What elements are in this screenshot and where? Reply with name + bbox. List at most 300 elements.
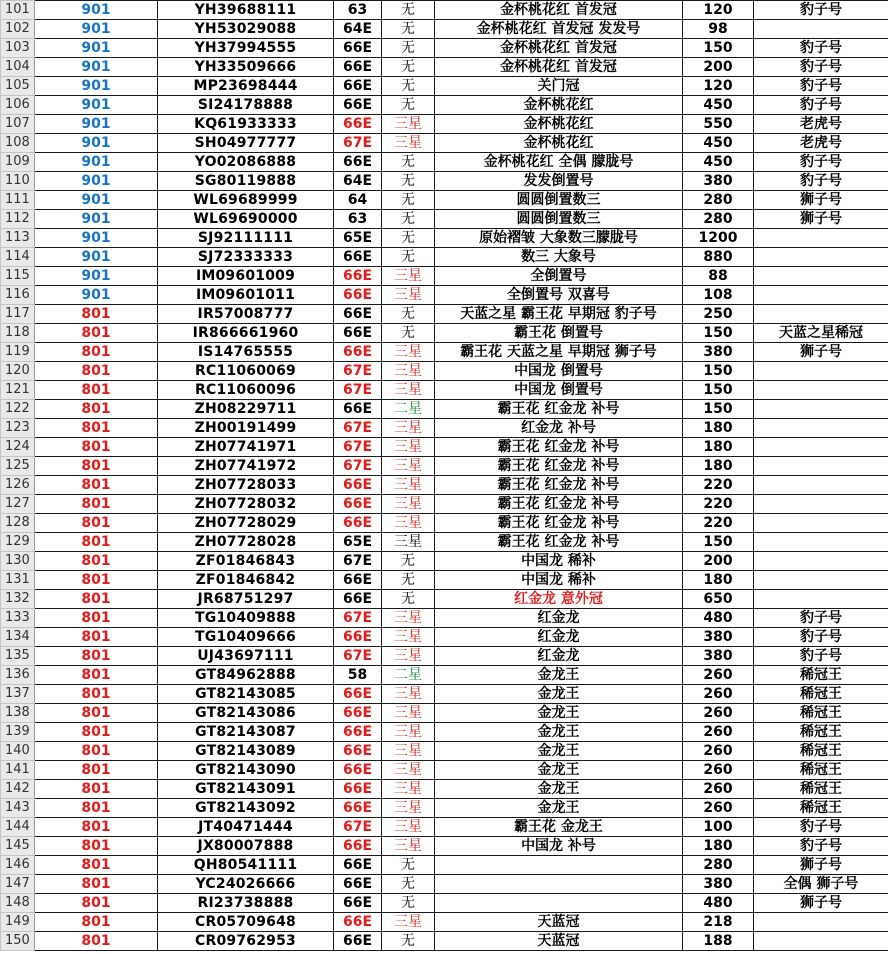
series-cell[interactable]: 801 [35,913,158,932]
code-cell[interactable]: 66E [334,476,382,495]
description-cell[interactable]: 霸王花 红金龙 补号 [435,457,683,476]
star-cell[interactable]: 三星 [382,457,435,476]
series-cell[interactable]: 901 [35,172,158,191]
series-cell[interactable]: 901 [35,96,158,115]
row-number[interactable]: 112 [1,210,35,229]
serial-cell[interactable]: QH80541111 [158,856,334,875]
description-cell[interactable]: 红金龙 [435,609,683,628]
star-cell[interactable]: 三星 [382,723,435,742]
serial-cell[interactable]: ZF01846843 [158,552,334,571]
description-cell[interactable]: 金杯桃花红 全偶 朦胧号 [435,153,683,172]
code-cell[interactable]: 66E [334,514,382,533]
description-cell[interactable]: 金龙王 [435,685,683,704]
serial-cell[interactable]: ZH07728029 [158,514,334,533]
remark-cell[interactable]: 稀冠王 [754,742,888,761]
price-cell[interactable]: 380 [683,343,754,362]
remark-cell[interactable] [754,286,888,305]
description-cell[interactable]: 全倒置号 双喜号 [435,286,683,305]
code-cell[interactable]: 67E [334,438,382,457]
price-cell[interactable]: 280 [683,210,754,229]
remark-cell[interactable] [754,590,888,609]
price-cell[interactable]: 650 [683,590,754,609]
series-cell[interactable]: 801 [35,894,158,913]
star-cell[interactable]: 三星 [382,362,435,381]
serial-cell[interactable]: GT82143092 [158,799,334,818]
star-cell[interactable]: 三星 [382,514,435,533]
code-cell[interactable]: 63 [334,1,382,20]
series-cell[interactable]: 901 [35,248,158,267]
series-cell[interactable]: 801 [35,362,158,381]
row-number[interactable]: 115 [1,267,35,286]
series-cell[interactable]: 801 [35,856,158,875]
price-cell[interactable]: 260 [683,666,754,685]
series-cell[interactable]: 901 [35,39,158,58]
star-cell[interactable]: 三星 [382,685,435,704]
serial-cell[interactable]: IR57008777 [158,305,334,324]
serial-cell[interactable]: ZH00191499 [158,419,334,438]
serial-cell[interactable]: CR05709648 [158,913,334,932]
remark-cell[interactable] [754,438,888,457]
code-cell[interactable]: 66E [334,495,382,514]
series-cell[interactable]: 801 [35,400,158,419]
description-cell[interactable]: 发发倒置号 [435,172,683,191]
serial-cell[interactable]: UJ43697111 [158,647,334,666]
serial-cell[interactable]: ZH07728028 [158,533,334,552]
description-cell[interactable]: 中国龙 倒置号 [435,362,683,381]
row-number[interactable]: 133 [1,609,35,628]
code-cell[interactable]: 64E [334,172,382,191]
star-cell[interactable]: 无 [382,210,435,229]
code-cell[interactable]: 66E [334,685,382,704]
description-cell[interactable] [435,894,683,913]
code-cell[interactable]: 66E [334,780,382,799]
star-cell[interactable]: 三星 [382,799,435,818]
description-cell[interactable]: 原始褶皱 大象数三朦胧号 [435,229,683,248]
code-cell[interactable]: 66E [334,153,382,172]
serial-cell[interactable]: SI24178888 [158,96,334,115]
remark-cell[interactable]: 狮子号 [754,856,888,875]
serial-cell[interactable]: GT82143085 [158,685,334,704]
series-cell[interactable]: 801 [35,666,158,685]
star-cell[interactable]: 无 [382,172,435,191]
series-cell[interactable]: 801 [35,381,158,400]
row-number[interactable]: 109 [1,153,35,172]
star-cell[interactable]: 三星 [382,780,435,799]
star-cell[interactable]: 无 [382,1,435,20]
price-cell[interactable]: 280 [683,191,754,210]
row-number[interactable]: 147 [1,875,35,894]
remark-cell[interactable] [754,457,888,476]
description-cell[interactable]: 数三 大象号 [435,248,683,267]
remark-cell[interactable]: 稀冠王 [754,799,888,818]
remark-cell[interactable]: 全偶 狮子号 [754,875,888,894]
code-cell[interactable]: 66E [334,248,382,267]
price-cell[interactable]: 450 [683,96,754,115]
description-cell[interactable]: 金龙王 [435,666,683,685]
row-number[interactable]: 117 [1,305,35,324]
serial-cell[interactable]: RC11060069 [158,362,334,381]
remark-cell[interactable] [754,913,888,932]
row-number[interactable]: 102 [1,20,35,39]
row-number[interactable]: 148 [1,894,35,913]
serial-cell[interactable]: YC24026666 [158,875,334,894]
code-cell[interactable]: 64E [334,20,382,39]
remark-cell[interactable]: 豹子号 [754,628,888,647]
row-number[interactable]: 107 [1,115,35,134]
code-cell[interactable]: 66E [334,96,382,115]
star-cell[interactable]: 三星 [382,628,435,647]
star-cell[interactable]: 无 [382,77,435,96]
row-number[interactable]: 106 [1,96,35,115]
code-cell[interactable]: 66E [334,628,382,647]
serial-cell[interactable]: RI23738888 [158,894,334,913]
price-cell[interactable]: 260 [683,704,754,723]
code-cell[interactable]: 66E [334,571,382,590]
price-cell[interactable]: 250 [683,305,754,324]
remark-cell[interactable]: 稀冠王 [754,780,888,799]
series-cell[interactable]: 901 [35,58,158,77]
code-cell[interactable]: 65E [334,229,382,248]
description-cell[interactable]: 霸王花 倒置号 [435,324,683,343]
series-cell[interactable]: 801 [35,324,158,343]
star-cell[interactable]: 无 [382,894,435,913]
row-number[interactable]: 131 [1,571,35,590]
series-cell[interactable]: 901 [35,1,158,20]
code-cell[interactable]: 66E [334,913,382,932]
code-cell[interactable]: 66E [334,58,382,77]
series-cell[interactable]: 801 [35,723,158,742]
series-cell[interactable]: 801 [35,647,158,666]
remark-cell[interactable]: 天蓝之星稀冠 [754,324,888,343]
code-cell[interactable]: 63 [334,210,382,229]
remark-cell[interactable] [754,248,888,267]
description-cell[interactable]: 金龙王 [435,780,683,799]
price-cell[interactable]: 260 [683,780,754,799]
row-number[interactable]: 144 [1,818,35,837]
price-cell[interactable]: 180 [683,457,754,476]
price-cell[interactable]: 150 [683,533,754,552]
remark-cell[interactable]: 狮子号 [754,191,888,210]
code-cell[interactable]: 66E [334,590,382,609]
code-cell[interactable]: 66E [334,305,382,324]
price-cell[interactable]: 480 [683,609,754,628]
row-number[interactable]: 146 [1,856,35,875]
description-cell[interactable]: 红金龙 [435,647,683,666]
remark-cell[interactable] [754,305,888,324]
series-cell[interactable]: 801 [35,419,158,438]
description-cell[interactable]: 中国龙 稀补 [435,571,683,590]
description-cell[interactable]: 霸王花 红金龙 补号 [435,514,683,533]
row-number[interactable]: 143 [1,799,35,818]
serial-cell[interactable]: YH53029088 [158,20,334,39]
row-number[interactable]: 137 [1,685,35,704]
description-cell[interactable]: 红金龙 意外冠 [435,590,683,609]
serial-cell[interactable]: GT84962888 [158,666,334,685]
star-cell[interactable]: 无 [382,875,435,894]
series-cell[interactable]: 801 [35,761,158,780]
row-number[interactable]: 101 [1,1,35,20]
star-cell[interactable]: 三星 [382,533,435,552]
description-cell[interactable]: 中国龙 补号 [435,837,683,856]
price-cell[interactable]: 220 [683,476,754,495]
star-cell[interactable]: 二星 [382,400,435,419]
price-cell[interactable]: 380 [683,628,754,647]
row-number[interactable]: 136 [1,666,35,685]
code-cell[interactable]: 64 [334,191,382,210]
star-cell[interactable]: 三星 [382,267,435,286]
description-cell[interactable]: 金龙王 [435,723,683,742]
code-cell[interactable]: 67E [334,818,382,837]
remark-cell[interactable] [754,419,888,438]
remark-cell[interactable]: 豹子号 [754,153,888,172]
code-cell[interactable]: 66E [334,77,382,96]
remark-cell[interactable]: 豹子号 [754,1,888,20]
price-cell[interactable]: 180 [683,438,754,457]
code-cell[interactable]: 67E [334,647,382,666]
serial-cell[interactable]: GT82143091 [158,780,334,799]
price-cell[interactable]: 280 [683,856,754,875]
serial-cell[interactable]: ZH07728032 [158,495,334,514]
price-cell[interactable]: 100 [683,818,754,837]
price-cell[interactable]: 450 [683,153,754,172]
code-cell[interactable]: 66E [334,761,382,780]
remark-cell[interactable] [754,932,888,951]
code-cell[interactable]: 67E [334,609,382,628]
series-cell[interactable]: 801 [35,742,158,761]
code-cell[interactable]: 66E [334,837,382,856]
star-cell[interactable]: 无 [382,856,435,875]
row-number[interactable]: 114 [1,248,35,267]
price-cell[interactable]: 260 [683,761,754,780]
serial-cell[interactable]: SJ72333333 [158,248,334,267]
remark-cell[interactable]: 狮子号 [754,894,888,913]
row-number[interactable]: 120 [1,362,35,381]
remark-cell[interactable] [754,571,888,590]
star-cell[interactable]: 无 [382,590,435,609]
remark-cell[interactable] [754,514,888,533]
row-number[interactable]: 134 [1,628,35,647]
row-number[interactable]: 138 [1,704,35,723]
price-cell[interactable]: 150 [683,381,754,400]
star-cell[interactable]: 三星 [382,476,435,495]
star-cell[interactable]: 三星 [382,704,435,723]
code-cell[interactable]: 66E [334,324,382,343]
description-cell[interactable]: 霸王花 金龙王 [435,818,683,837]
code-cell[interactable]: 67E [334,457,382,476]
price-cell[interactable]: 480 [683,894,754,913]
series-cell[interactable]: 801 [35,837,158,856]
remark-cell[interactable] [754,229,888,248]
series-cell[interactable]: 801 [35,438,158,457]
row-number[interactable]: 141 [1,761,35,780]
remark-cell[interactable] [754,267,888,286]
serial-cell[interactable]: IM09601011 [158,286,334,305]
row-number[interactable]: 121 [1,381,35,400]
code-cell[interactable]: 67E [334,419,382,438]
price-cell[interactable]: 220 [683,495,754,514]
code-cell[interactable]: 66E [334,267,382,286]
remark-cell[interactable]: 稀冠王 [754,666,888,685]
series-cell[interactable]: 801 [35,932,158,951]
serial-cell[interactable]: ZH08229711 [158,400,334,419]
serial-cell[interactable]: YO02086888 [158,153,334,172]
description-cell[interactable]: 金杯桃花红 首发冠 [435,39,683,58]
description-cell[interactable]: 金杯桃花红 [435,115,683,134]
series-cell[interactable]: 801 [35,571,158,590]
star-cell[interactable]: 无 [382,571,435,590]
star-cell[interactable]: 三星 [382,742,435,761]
star-cell[interactable]: 三星 [382,913,435,932]
row-number[interactable]: 104 [1,58,35,77]
description-cell[interactable]: 霸王花 红金龙 补号 [435,476,683,495]
serial-cell[interactable]: SH04977777 [158,134,334,153]
star-cell[interactable]: 三星 [382,495,435,514]
series-cell[interactable]: 901 [35,191,158,210]
star-cell[interactable]: 三星 [382,438,435,457]
price-cell[interactable]: 120 [683,1,754,20]
row-number[interactable]: 149 [1,913,35,932]
price-cell[interactable]: 550 [683,115,754,134]
row-number[interactable]: 119 [1,343,35,362]
remark-cell[interactable]: 狮子号 [754,343,888,362]
series-cell[interactable]: 901 [35,286,158,305]
star-cell[interactable]: 无 [382,552,435,571]
description-cell[interactable]: 金杯桃花红 [435,96,683,115]
description-cell[interactable]: 霸王花 红金龙 补号 [435,438,683,457]
code-cell[interactable]: 66E [334,894,382,913]
serial-cell[interactable]: TG10409888 [158,609,334,628]
price-cell[interactable]: 380 [683,875,754,894]
description-cell[interactable]: 中国龙 倒置号 [435,381,683,400]
price-cell[interactable]: 88 [683,267,754,286]
star-cell[interactable]: 三星 [382,115,435,134]
remark-cell[interactable]: 豹子号 [754,96,888,115]
serial-cell[interactable]: GT82143089 [158,742,334,761]
series-cell[interactable]: 801 [35,495,158,514]
serial-cell[interactable]: YH37994555 [158,39,334,58]
description-cell[interactable]: 金龙王 [435,742,683,761]
star-cell[interactable]: 无 [382,39,435,58]
code-cell[interactable]: 67E [334,362,382,381]
code-cell[interactable]: 66E [334,856,382,875]
code-cell[interactable]: 66E [334,39,382,58]
code-cell[interactable]: 67E [334,552,382,571]
star-cell[interactable]: 三星 [382,419,435,438]
series-cell[interactable]: 801 [35,628,158,647]
star-cell[interactable]: 三星 [382,381,435,400]
remark-cell[interactable] [754,362,888,381]
star-cell[interactable]: 三星 [382,343,435,362]
description-cell[interactable]: 圆圆倒置数三 [435,210,683,229]
row-number[interactable]: 125 [1,457,35,476]
price-cell[interactable]: 120 [683,77,754,96]
row-number[interactable]: 116 [1,286,35,305]
description-cell[interactable]: 霸王花 红金龙 补号 [435,495,683,514]
series-cell[interactable]: 801 [35,704,158,723]
price-cell[interactable]: 380 [683,172,754,191]
code-cell[interactable]: 66E [334,723,382,742]
price-cell[interactable]: 150 [683,39,754,58]
price-cell[interactable]: 150 [683,400,754,419]
code-cell[interactable]: 66E [334,286,382,305]
code-cell[interactable]: 58 [334,666,382,685]
series-cell[interactable]: 801 [35,799,158,818]
code-cell[interactable]: 67E [334,381,382,400]
remark-cell[interactable] [754,381,888,400]
remark-cell[interactable] [754,533,888,552]
price-cell[interactable]: 260 [683,685,754,704]
description-cell[interactable]: 关门冠 [435,77,683,96]
row-number[interactable]: 111 [1,191,35,210]
price-cell[interactable]: 260 [683,742,754,761]
series-cell[interactable]: 801 [35,685,158,704]
code-cell[interactable]: 66E [334,115,382,134]
star-cell[interactable]: 三星 [382,837,435,856]
remark-cell[interactable]: 稀冠王 [754,723,888,742]
serial-cell[interactable]: TG10409666 [158,628,334,647]
description-cell[interactable]: 霸王花 天蓝之星 早期冠 狮子号 [435,343,683,362]
price-cell[interactable]: 188 [683,932,754,951]
star-cell[interactable]: 无 [382,324,435,343]
row-number[interactable]: 150 [1,932,35,951]
star-cell[interactable]: 无 [382,305,435,324]
description-cell[interactable]: 中国龙 稀补 [435,552,683,571]
price-cell[interactable]: 220 [683,514,754,533]
series-cell[interactable]: 801 [35,305,158,324]
row-number[interactable]: 108 [1,134,35,153]
serial-cell[interactable]: ZH07741972 [158,457,334,476]
code-cell[interactable]: 66E [334,343,382,362]
description-cell[interactable]: 霸王花 红金龙 补号 [435,533,683,552]
price-cell[interactable]: 1200 [683,229,754,248]
price-cell[interactable]: 880 [683,248,754,267]
remark-cell[interactable]: 狮子号 [754,210,888,229]
description-cell[interactable]: 霸王花 红金龙 补号 [435,400,683,419]
serial-cell[interactable]: JR68751297 [158,590,334,609]
row-number[interactable]: 122 [1,400,35,419]
description-cell[interactable] [435,875,683,894]
code-cell[interactable]: 66E [334,799,382,818]
series-cell[interactable]: 901 [35,115,158,134]
series-cell[interactable]: 801 [35,514,158,533]
price-cell[interactable]: 150 [683,362,754,381]
serial-cell[interactable]: ZH07728033 [158,476,334,495]
row-number[interactable]: 135 [1,647,35,666]
row-number[interactable]: 130 [1,552,35,571]
series-cell[interactable]: 901 [35,267,158,286]
description-cell[interactable] [435,856,683,875]
remark-cell[interactable]: 豹子号 [754,647,888,666]
serial-cell[interactable]: GT82143087 [158,723,334,742]
row-number[interactable]: 113 [1,229,35,248]
star-cell[interactable]: 三星 [382,818,435,837]
row-number[interactable]: 140 [1,742,35,761]
price-cell[interactable]: 98 [683,20,754,39]
serial-cell[interactable]: ZF01846842 [158,571,334,590]
serial-cell[interactable]: GT82143086 [158,704,334,723]
remark-cell[interactable]: 豹子号 [754,837,888,856]
description-cell[interactable]: 红金龙 补号 [435,419,683,438]
serial-cell[interactable]: YH33509666 [158,58,334,77]
code-cell[interactable]: 66E [334,704,382,723]
remark-cell[interactable]: 豹子号 [754,58,888,77]
remark-cell[interactable]: 豹子号 [754,39,888,58]
serial-cell[interactable]: JX80007888 [158,837,334,856]
serial-cell[interactable]: SG80119888 [158,172,334,191]
description-cell[interactable]: 天蓝之星 霸王花 早期冠 豹子号 [435,305,683,324]
description-cell[interactable]: 红金龙 [435,628,683,647]
star-cell[interactable]: 二星 [382,666,435,685]
